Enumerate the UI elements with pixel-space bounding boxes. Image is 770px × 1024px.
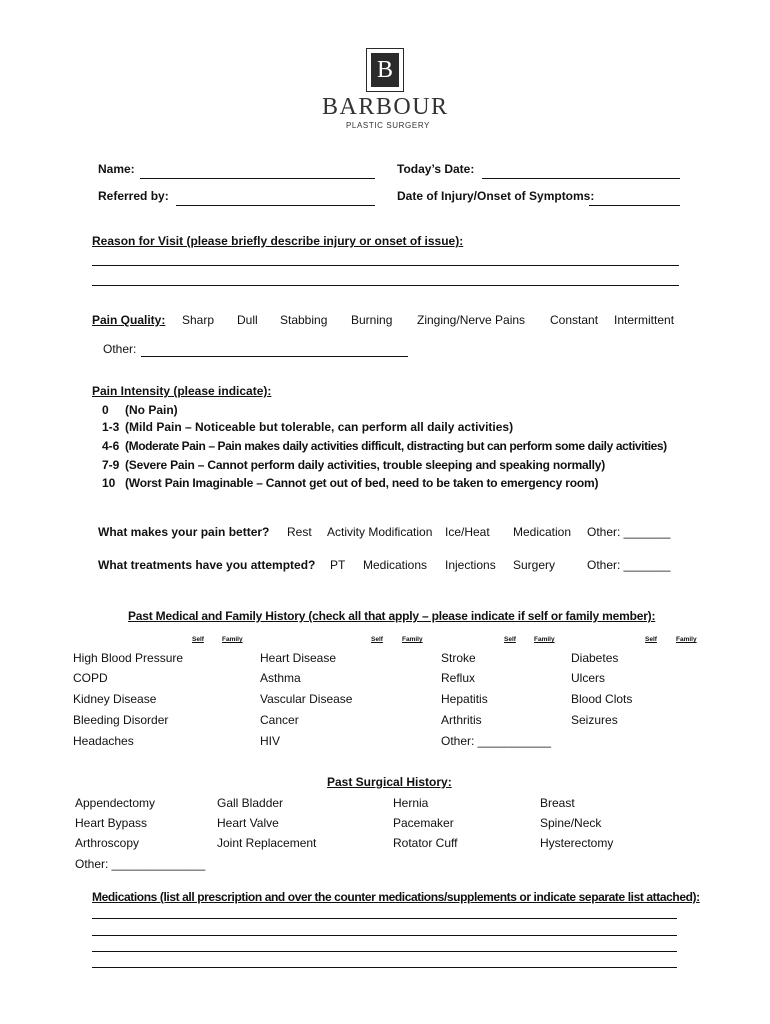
reason-label: Reason for Visit (please briefly describe injury or onset of issue): [92,234,464,248]
history-item[interactable]: Arthritis [441,713,482,727]
history-item[interactable]: Headaches [73,734,134,748]
referred-by-label: Referred by: [98,189,169,203]
pain-quality-burning[interactable]: Burning [351,313,393,327]
better-option-rest[interactable]: Rest [287,525,312,539]
treatment-option-pt[interactable]: PT [330,558,346,572]
better-option-ice-heat[interactable]: Ice/Heat [445,525,490,539]
intensity-score[interactable]: 4-6 [102,439,120,453]
history-item[interactable]: Vascular Disease [260,692,353,706]
todays-date-label: Today’s Date: [397,162,475,176]
history-item[interactable]: High Blood Pressure [73,651,184,665]
reason-line-1[interactable] [92,265,679,266]
logo-name: BARBOUR [322,94,449,120]
intensity-desc: (Worst Pain Imaginable – Cannot get out of bed, need to be taken to emergency room) [125,476,599,490]
history-item[interactable]: Kidney Disease [73,692,157,706]
logo-subtitle: PLASTIC SURGERY [346,121,430,130]
todays-date-field[interactable] [482,178,680,179]
pain-quality-other-field[interactable] [141,356,408,357]
medications-line-3[interactable] [92,951,677,952]
medications-label: Medications (list all prescription and over the counter medications/supplements or indicate separate list attached): [92,890,700,904]
history-item[interactable]: Ulcers [571,671,606,685]
referred-by-field[interactable] [176,205,375,206]
treatment-option-surgery[interactable]: Surgery [513,558,556,572]
intensity-score[interactable]: 7-9 [102,458,120,472]
history-item[interactable]: Other: ___________ [441,734,552,748]
better-option-activity[interactable]: Activity Modification [327,525,433,539]
intensity-desc: (Severe Pain – Cannot perform daily activities, trouble sleeping and speaking normally) [125,458,606,472]
surgery-item[interactable]: Gall Bladder [217,796,284,810]
surgery-item[interactable]: Breast [540,796,575,810]
self-header: Self [371,636,383,643]
intensity-score[interactable]: 10 [102,476,116,490]
pain-quality-zinging[interactable]: Zinging/Nerve Pains [417,313,526,327]
pain-quality-stabbing[interactable]: Stabbing [280,313,328,327]
family-header: Family [676,636,697,643]
self-header: Self [504,636,516,643]
treatment-option-medications[interactable]: Medications [363,558,428,572]
history-item[interactable]: Hepatitis [441,692,488,706]
surgery-item[interactable]: Pacemaker [393,816,454,830]
surgery-item[interactable]: Appendectomy [75,796,156,810]
history-item[interactable]: Seizures [571,713,618,727]
intensity-desc: (No Pain) [125,403,178,417]
history-item[interactable]: HIV [260,734,281,748]
history-item[interactable]: Asthma [260,671,301,685]
medications-line-1[interactable] [92,918,677,919]
history-item[interactable]: Blood Clots [571,692,633,706]
name-field[interactable] [140,178,375,179]
surgery-item[interactable]: Heart Bypass [75,816,148,830]
better-option-other[interactable]: Other: _______ [587,525,671,539]
self-header: Self [645,636,657,643]
medical-history-title: Past Medical and Family History (check all that apply – please indicate if self or family member): [128,609,656,623]
surgical-history-title: Past Surgical History: [327,775,452,789]
pain-intensity-label: Pain Intensity (please indicate): [92,384,272,398]
history-item[interactable]: Reflux [441,671,476,685]
better-option-medication[interactable]: Medication [513,525,572,539]
surgery-item[interactable]: Hernia [393,796,429,810]
medications-line-2[interactable] [92,935,677,936]
intensity-score[interactable]: 1-3 [102,420,120,434]
surgery-item[interactable]: Spine/Neck [540,816,602,830]
surgery-item[interactable]: Hysterectomy [540,836,614,850]
pain-quality-sharp[interactable]: Sharp [182,313,215,327]
history-item[interactable]: Cancer [260,713,299,727]
pain-quality-label: Pain Quality: [92,313,166,327]
history-item[interactable]: COPD [73,671,108,685]
logo-mark [366,48,404,92]
intensity-desc: (Moderate Pain – Pain makes daily activities difficult, distracting but can perform some daily activities) [125,439,667,453]
pain-quality-intermittent[interactable]: Intermittent [614,313,675,327]
better-question: What makes your pain better? [98,525,270,539]
family-header: Family [534,636,555,643]
surgery-item[interactable]: Joint Replacement [217,836,317,850]
self-header: Self [192,636,204,643]
pain-quality-other-label: Other: [103,342,137,356]
treatments-question: What treatments have you attempted? [98,558,316,572]
surgery-item[interactable]: Heart Valve [217,816,279,830]
date-of-injury-field[interactable] [589,205,680,206]
pain-quality-dull[interactable]: Dull [237,313,258,327]
medications-line-4[interactable] [92,967,677,968]
history-item[interactable]: Diabetes [571,651,619,665]
reason-line-2[interactable] [92,285,679,286]
family-header: Family [222,636,243,643]
history-item[interactable]: Heart Disease [260,651,337,665]
history-item[interactable]: Bleeding Disorder [73,713,169,727]
surgery-item[interactable]: Rotator Cuff [393,836,458,850]
history-item[interactable]: Stroke [441,651,476,665]
treatment-option-injections[interactable]: Injections [445,558,496,572]
treatment-option-other[interactable]: Other: _______ [587,558,671,572]
surgery-item[interactable]: Other: ______________ [75,857,206,871]
intensity-score[interactable]: 0 [102,403,109,417]
intensity-desc: (Mild Pain – Noticeable but tolerable, can perform all daily activities) [125,420,514,434]
name-label: Name: [98,162,135,176]
family-header: Family [402,636,423,643]
date-of-injury-label: Date of Injury/Onset of Symptoms: [397,189,595,203]
logo-letter: B [371,53,399,87]
pain-quality-constant[interactable]: Constant [550,313,599,327]
surgery-item[interactable]: Arthroscopy [75,836,140,850]
